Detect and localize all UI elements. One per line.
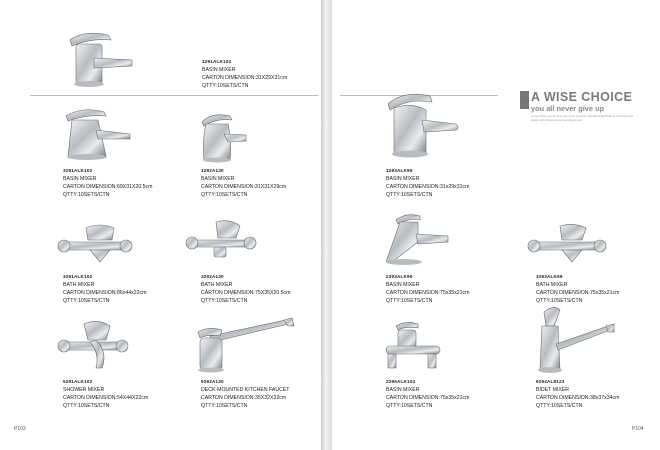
quantity: QTTY:10SETS/CTN: [386, 192, 433, 198]
carton-dimension: CARTON DIMENSION:86x44x22cm: [63, 290, 147, 296]
quantity: QTTY:10SETS/CTN: [386, 403, 433, 409]
slogan-body: A wise choice you all never give up for excellent, and attend the details of your home and design with refined textures and shapes ever.: [531, 115, 634, 122]
carton-dimension: CARTON DIMENSION:75x35x21cm: [386, 290, 470, 296]
quantity: QTTY:10SETS/CTN: [202, 83, 249, 89]
product-type: BATH MIXER: [536, 282, 568, 288]
product-image-basin-mixer: [60, 106, 142, 162]
product-type: BASIN MIXER: [202, 67, 236, 73]
product-code: 2393ALK99: [386, 274, 413, 279]
product-image-basin-mixer: [382, 320, 444, 372]
product-type: BATH MIXER: [63, 282, 95, 288]
product-type: BASIN MIXER: [386, 387, 420, 393]
product-code: 1293ALK99: [386, 168, 413, 173]
slogan-headline: A WISE CHOICE: [531, 90, 633, 104]
product-code: 9294AL8123: [536, 379, 565, 384]
slogan-block: [531, 90, 639, 122]
product-code: 3291ALK102: [63, 168, 93, 173]
carton-dimension: CARTON DIMENSION:31X29X31cm: [202, 75, 288, 81]
quantity: QTTY:10SETS/CTN: [386, 298, 433, 304]
product-type: BIDET MIXER: [536, 387, 570, 393]
product-image-bath-mixer: [56, 222, 142, 266]
product-image-kitchen-faucet: [190, 312, 302, 374]
product-image-basin-mixer: [194, 108, 254, 164]
quantity: QTTY:10SETS/CTN: [536, 403, 583, 409]
product-type: BASIN MIXER: [386, 282, 420, 288]
product-caption: [201, 167, 286, 199]
quantity: QTTY:10SETS/CTN: [63, 403, 110, 409]
product-caption: [386, 167, 469, 199]
product-code: 3293ALK99: [536, 274, 563, 279]
carton-dimension: CARTON DIMENSION:38x37x34cm: [536, 395, 620, 401]
product-caption: [63, 378, 148, 410]
carton-dimension: CARTON DIMENSION:75x35x21cm: [386, 395, 470, 401]
product-type: BASIN MIXER: [386, 176, 420, 182]
product-code: 3291ALK102: [63, 274, 93, 279]
product-caption: [201, 378, 289, 410]
carton-dimension: CARTON DIMENSION:75X35X20.5cm: [201, 290, 291, 296]
product-type: BASIN MIXER: [201, 176, 235, 182]
book-fold: [321, 0, 332, 450]
quantity: QTTY:10SETS/CTN: [201, 298, 248, 304]
product-type: DECK-MOUNTED KITCHEN FAUCET: [201, 387, 290, 393]
product-caption: [536, 273, 619, 305]
divider-line: [30, 95, 318, 96]
product-image-bath-mixer: [526, 222, 612, 266]
product-image-bath-mixer: [184, 218, 264, 262]
product-type: BASIN MIXER: [63, 176, 97, 182]
carton-dimension: CARTON DIMENSION:54X44X22cm: [63, 395, 149, 401]
page-number: P104: [632, 426, 644, 432]
product-caption: [536, 378, 619, 410]
product-image-basin-mixer: [64, 26, 144, 88]
product-caption: [386, 273, 469, 305]
product-code: 3292A130: [201, 274, 224, 279]
quantity: QTTY:10SETS/CTN: [201, 403, 248, 409]
quantity: QTTY:10SETS/CTN: [63, 192, 110, 198]
slogan-accent-bar: [520, 91, 529, 109]
product-image-basin-mixer: [382, 84, 466, 160]
product-image-shower-mixer: [56, 318, 136, 370]
product-code: 5291ALK102: [63, 379, 93, 384]
product-image-basin-mixer: [382, 212, 462, 266]
product-code: 9292A130: [201, 379, 224, 384]
product-caption: [201, 273, 290, 305]
product-type: BATH MIXER: [201, 282, 233, 288]
product-caption: [202, 58, 287, 90]
carton-dimension: CARTON DIMENSION:31x29x31cm: [386, 184, 470, 190]
carton-dimension: CARTON DIMENSION:35X32X32cm: [201, 395, 287, 401]
carton-dimension: CARTON DIMENSION:69X31X20.5cm: [63, 184, 153, 190]
product-code: 1291ALK102: [202, 59, 232, 64]
quantity: QTTY:10SETS/CTN: [536, 298, 583, 304]
carton-dimension: CARTON DIMENSION:75x35x21cm: [536, 290, 620, 296]
product-caption: [386, 378, 469, 410]
product-caption: [63, 167, 152, 199]
quantity: QTTY:10SETS/CTN: [201, 192, 248, 198]
product-type: SHOWER MIXER: [63, 387, 105, 393]
product-image-kitchen-faucet: [524, 304, 618, 376]
product-code: 1292A130: [201, 168, 224, 173]
quantity: QTTY:10SETS/CTN: [63, 298, 110, 304]
product-caption: [63, 273, 146, 305]
carton-dimension: CARTON DIMENSION:31X31X29cm: [201, 184, 287, 190]
product-code: 2295ALK103: [386, 379, 416, 384]
slogan-subline: you all never give up: [531, 104, 605, 113]
page-number: P103: [14, 426, 26, 432]
